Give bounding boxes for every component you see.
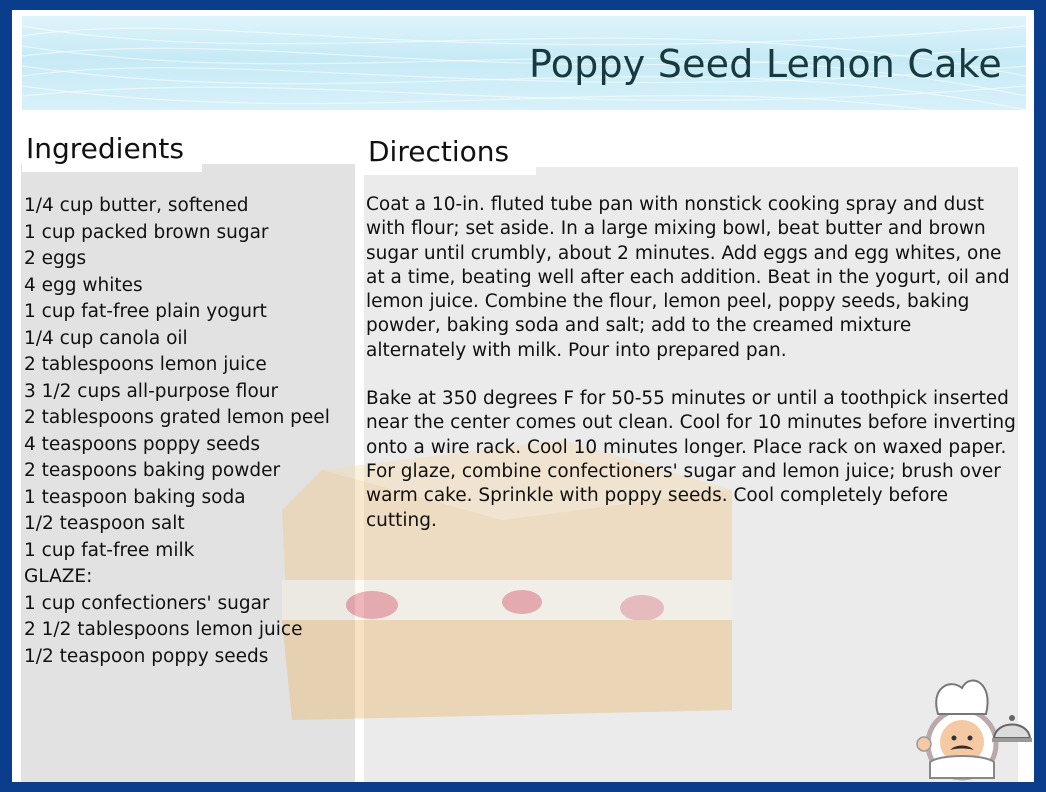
ingredient-item: 2 teaspoons baking powder [24,460,281,481]
ingredient-item: 1 cup confectioners' sugar [24,592,270,614]
directions-text [366,193,1016,557]
recipe-page [12,10,1034,782]
directions-paragraph: Coat a 10-in. fluted tube pan with nonstick cooking spray and dust with flour; set aside. In a large mixing bowl, beat butter and brown sugar until crumbly, about 2 minutes. Add eggs and egg whites, one at a time, beating well after each addition. Beat in the yogurt, oil and lemon juice. Combine the flour, lemon peel, poppy seeds, baking powder, baking soda and salt; add to the creamed mixture alternately with milk. Pour into prepared pan. [366,194,1010,361]
ingredient-item: 4 teaspoons poppy seeds [24,433,261,455]
ingredients-heading: Ingredients [22,128,202,172]
ingredient-item: 1/2 teaspoon poppy seeds [24,645,269,667]
title-banner [22,16,1026,110]
chef-logo-icon [910,658,1034,782]
ingredient-item: 3 1/2 cups all-purpose flour [24,380,279,402]
page-title: Poppy Seed Lemon Cake [528,42,1002,86]
ingredient-item: 1 cup packed brown sugar [24,221,269,243]
ingredient-item: 2 1/2 tablespoons lemon juice [24,619,303,640]
glaze-label: GLAZE: [24,566,93,587]
ingredients-list [24,193,330,670]
ingredient-item: 2 eggs [24,248,87,269]
directions-heading: Directions [364,131,536,175]
ingredient-item: 1/4 cup canola oil [24,327,188,349]
ingredient-item: 2 tablespoons lemon juice [24,354,267,375]
ingredient-item: 1 cup fat-free milk [24,539,195,561]
ingredient-item: 1 cup fat-free plain yogurt [24,301,267,322]
ingredient-item: 1 teaspoon baking soda [24,486,246,508]
ingredient-item: 4 egg whites [24,274,143,296]
ingredient-item: 2 tablespoons grated lemon peel [24,407,330,428]
ingredient-item: 1/4 cup butter, softened [24,195,249,216]
directions-paragraph: Bake at 350 degrees F for 50-55 minutes or until a toothpick inserted near the center comes out clean. Cool for 10 minutes before inverting onto a wire rack. Cool 10 minutes longer. Place rack on waxed paper. For glaze, combine confectioners' sugar and lemon juice; brush over warm cake. Sprinkle with poppy seeds. Cool completely before cutting. [366,388,1016,531]
ingredient-item: 1/2 teaspoon salt [24,513,185,534]
